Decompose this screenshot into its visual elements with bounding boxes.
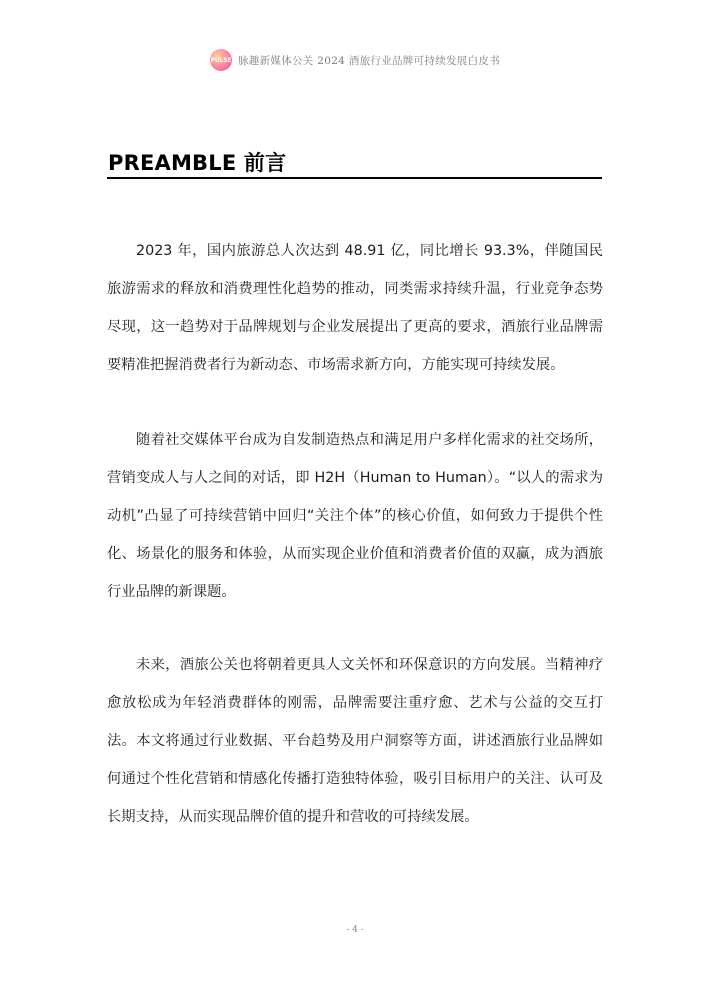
brand-logo-icon: PULSE — [210, 49, 232, 71]
paragraph-1: 2023 年，国内旅游总人次达到 48.91 亿，同比增长 93.3%，伴随国民旅游需求的释放和消费理性化趋势的推动，同类需求持续升温，行业竞争态势尽现，这一趋势对于品牌规划与企业发展提出了更高的要求，酒旅行业品牌需要精准把握消费者行为新动态、市场需求新方向，方能实现可持续发展。 — [107, 243, 603, 373]
section-heading: PREAMBLE 前言 — [108, 151, 287, 175]
page-number: - 4 - — [346, 925, 364, 935]
paragraph-2: 随着社交媒体平台成为自发制造热点和满足用户多样化需求的社交场所，营销变成人与人之间的对话，即 H2H（Human to Human）。“以人的需求为动机”凸显了可持续营销中回归“关注个体”的核心价值，如何致力于提供个性化、场景化的服务和体验，从而实现企业价值和消费者价值的双赢，成为酒旅行业品牌的新课题。 — [107, 432, 603, 600]
heading-divider — [107, 177, 602, 179]
page-header — [0, 49, 710, 71]
header-title: 脉趣新媒体公关 2024 酒旅行业品牌可持续发展白皮书 — [238, 54, 500, 67]
paragraph-3: 未来，酒旅公关也将朝着更具人文关怀和环保意识的方向发展。当精神疗愈放松成为年轻消费群体的刚需，品牌需要注重疗愈、艺术与公益的交互打法。本文将通过行业数据、平台趋势及用户洞察等方面，讲述酒旅行业品牌如何通过个性化营销和情感化传播打造独特体验，吸引目标用户的关注、认可及长期支持，从而实现品牌价值的提升和营收的可持续发展。 — [107, 657, 603, 825]
